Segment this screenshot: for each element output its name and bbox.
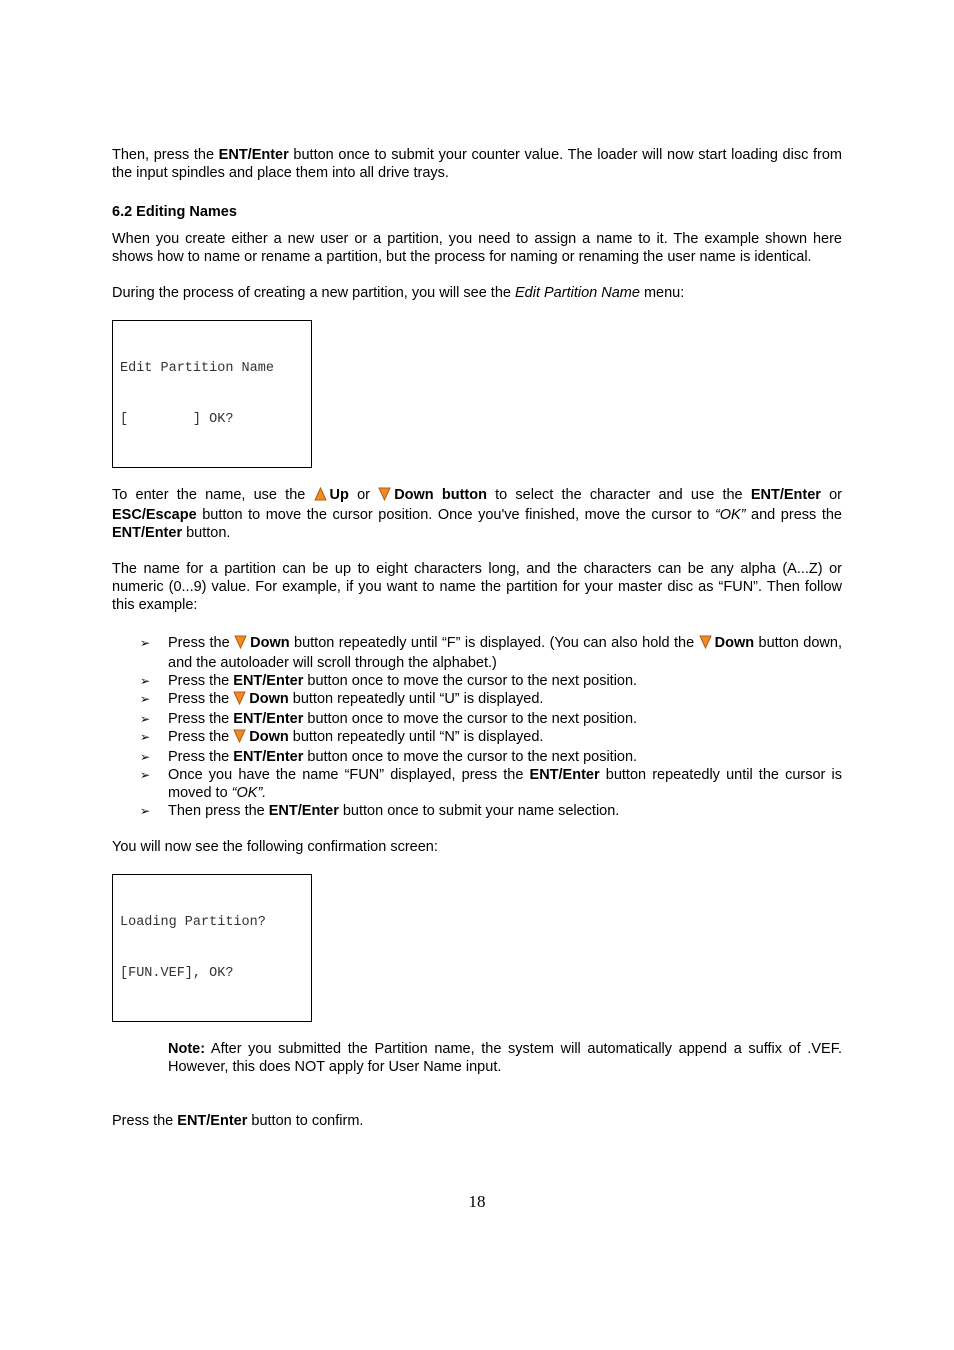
bullet-arrow-icon: ➢ [140, 674, 151, 688]
down-arrow-icon [233, 729, 246, 748]
list-item: ➢ Press the ENT/Enter button once to move the cursor to the next position. [140, 673, 638, 689]
down-arrow-icon [234, 635, 247, 654]
steps-list [112, 634, 842, 820]
bullet-arrow-icon: ➢ [140, 768, 151, 782]
list-item: ➢ Press the Down button repeatedly until “U” is displayed. [112, 690, 842, 710]
list-item: ➢ Then press the ENT/Enter button once to submit your name selection. [140, 803, 620, 819]
lcd-loading-partition [112, 874, 312, 1022]
bullet-arrow-icon: ➢ [140, 712, 151, 726]
list-item: ➢ Press the ENT/Enter button once to move the cursor to the next position. [140, 749, 638, 765]
paragraph-confirmation: You will now see the following confirmation screen: [112, 839, 438, 855]
note-paragraph: Note: After you submitted the Partition name, the system will automatically append a suffix of .VEF. However, this does NOT apply for User Name input. [168, 1041, 842, 1075]
list-item: ➢ Press the Down button repeatedly until “F” is displayed. (You can also hold the Down button down, and the autoloader will scroll through the alphabet.) [140, 635, 842, 671]
final-paragraph: Press the ENT/Enter button to confirm. [112, 1113, 364, 1129]
bullet-arrow-icon: ➢ [140, 636, 151, 650]
list-item: ➢ Once you have the name “FUN” displayed, press the ENT/Enter button repeatedly until the cursor is moved to “OK”. [140, 767, 843, 801]
paragraph-enter-name: To enter the name, use the Up or Down button to select the character and use the ENT/Enter or ESC/Escape button to move the cursor position. Once you've finished, move the cursor to “OK” and press the ENT/Enter button. [112, 487, 842, 541]
bullet-arrow-icon: ➢ [140, 730, 151, 744]
up-arrow-icon [314, 487, 327, 506]
bullet-arrow-icon: ➢ [140, 804, 151, 818]
section-heading: 6.2 Editing Names [112, 204, 237, 220]
intro-paragraph: Then, press the ENT/Enter button once to submit your counter value. The loader will now start loading disc from the input spindles and place them into all drive trays. [112, 147, 842, 181]
list-item: ➢ Press the Down button repeatedly until “N” is displayed. [112, 728, 842, 748]
lcd-line: Loading Partition? [120, 915, 266, 930]
lcd-line: [ ] OK? [120, 412, 234, 427]
page-number: 18 [468, 1192, 486, 1211]
lcd-line: Edit Partition Name [120, 361, 274, 376]
bullet-arrow-icon: ➢ [140, 692, 151, 706]
bullet-arrow-icon: ➢ [140, 750, 151, 764]
lcd-line: [FUN.VEF], OK? [120, 966, 234, 981]
down-arrow-icon [233, 691, 246, 710]
list-item: ➢ Press the ENT/Enter button once to move the cursor to the next position. [140, 711, 638, 727]
paragraph-naming-intro: When you create either a new user or a partition, you need to assign a name to it. The example shown here shows how to name or rename a partition, but the process for naming or renaming the user name is identical. [112, 231, 842, 265]
paragraph-edit-menu: During the process of creating a new partition, you will see the Edit Partition Name menu: [112, 285, 685, 301]
lcd-edit-partition-name [112, 320, 312, 468]
document-body [112, 146, 842, 1130]
paragraph-name-rules: The name for a partition can be up to eight characters long, and the characters can be any alpha (A...Z) or numeric (0...9) value. For example, if you want to name the partition for your master disc as “FUN”. Then follow this example: [112, 561, 842, 613]
down-arrow-icon [699, 635, 712, 654]
down-arrow-icon [378, 487, 391, 506]
